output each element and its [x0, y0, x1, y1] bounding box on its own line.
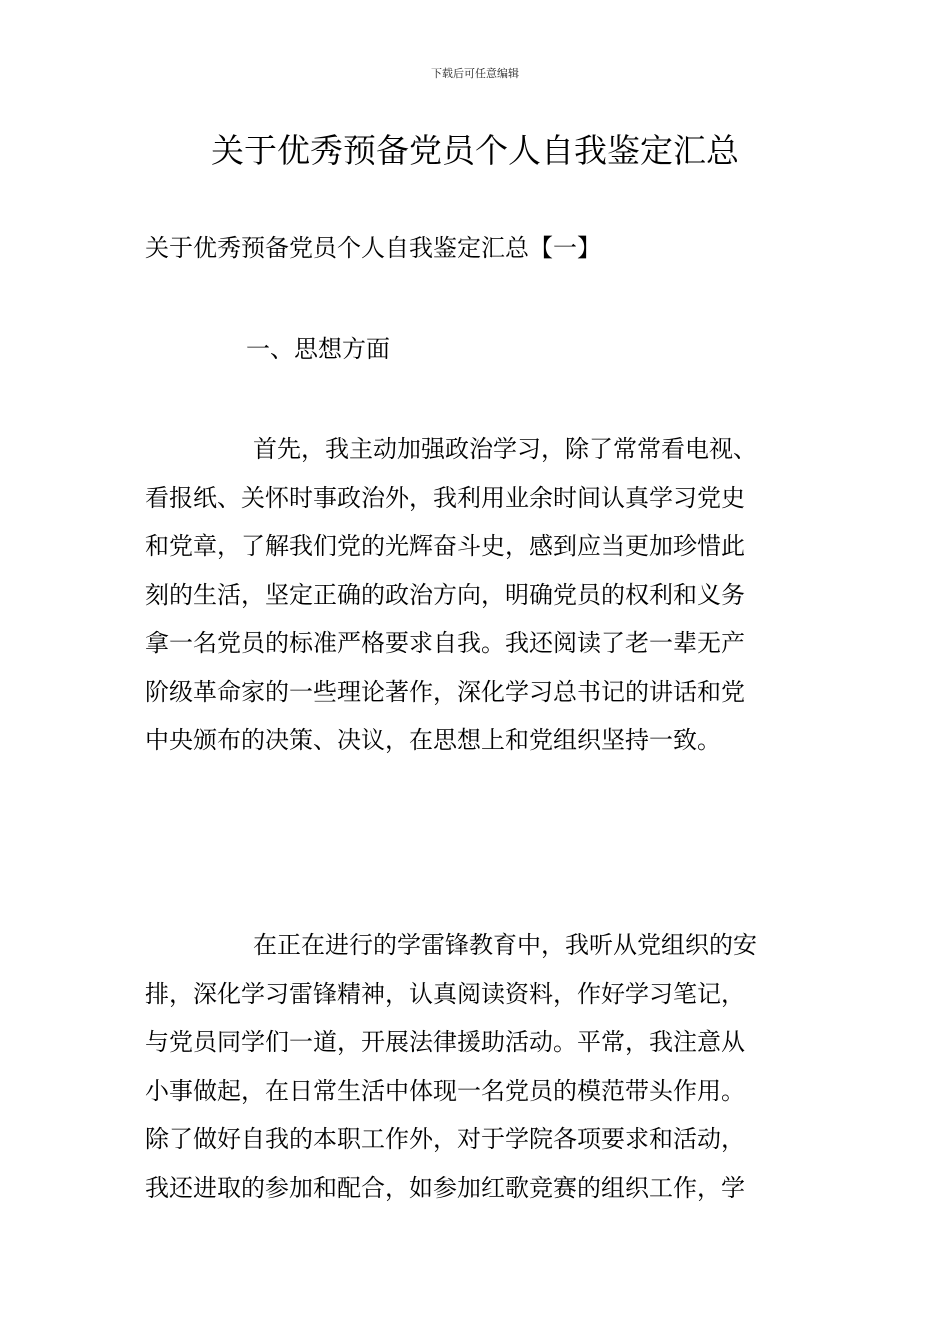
paragraph-line: 中央颁布的决策、决议，在思想上和党组织坚持一致。 [145, 726, 721, 754]
paragraph-line: 与党员同学们一道，开展法律援助活动。平常，我注意从 [145, 1028, 745, 1056]
header-note: 下载后可任意编辑 [431, 67, 519, 80]
paragraph-line: 看报纸、关怀时事政治外，我利用业余时间认真学习党史 [145, 483, 745, 512]
paragraph-line: 排，深化学习雷锋精神，认真阅读资料，作好学习笔记， [145, 979, 745, 1008]
paragraph-line: 我还进取的参加和配合，如参加红歌竞赛的组织工作，学 [145, 1173, 745, 1202]
paragraph-line: 首先，我主动加强政治学习，除了常常看电视、 [253, 435, 757, 463]
paragraph-line: 和党章，了解我们党的光辉奋斗史，感到应当更加珍惜此 [145, 532, 745, 560]
paragraph-line: 除了做好自我的本职工作外，对于学院各项要求和活动， [145, 1125, 745, 1153]
paragraph-1 [145, 425, 810, 765]
paragraph-line: 刻的生活，坚定正确的政治方向，明确党员的权利和义务 [145, 580, 745, 609]
paragraph-line: 阶级革命家的一些理论著作，深化学习总书记的讲话和党 [145, 677, 745, 706]
paragraph-line: 拿一名党员的标准严格要求自我。我还阅读了老一辈无产 [145, 629, 745, 657]
document-subtitle: 关于优秀预备党员个人自我鉴定汇总【一】 [145, 234, 601, 262]
paragraph-line: 小事做起，在日常生活中体现一名党员的模范带头作用。 [145, 1076, 745, 1105]
document-title: 关于优秀预备党员个人自我鉴定汇总 [211, 131, 739, 170]
paragraph-2 [145, 921, 810, 1212]
section-heading: 一、思想方面 [246, 335, 390, 363]
paragraph-line: 在正在进行的学雷锋教育中，我听从党组织的安 [253, 931, 757, 959]
